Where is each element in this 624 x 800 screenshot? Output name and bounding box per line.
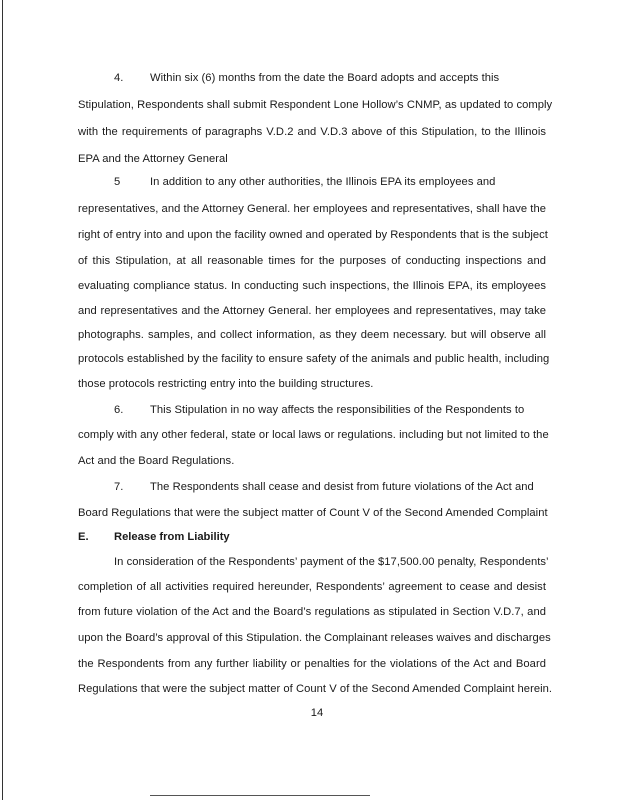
section-e-label: E. <box>78 531 89 543</box>
paragraph-5-line-3: right of entry into and upon the facility owned and operated by Respondents that is the subject <box>78 229 548 241</box>
release-line-4: upon the Board’s approval of this Stipulation. the Complainant releases waives and discharges <box>78 632 551 644</box>
paragraph-6-line-2: comply with any other federal, state or local laws or regulations. including but not limited to the <box>78 429 549 441</box>
paragraph-4-line-4: EPA and the Attorney General <box>78 153 228 165</box>
release-line-3: from future violation of the Act and the Board’s regulations as stipulated in Section V.D.7, and <box>78 606 546 618</box>
scan-artifact-line <box>150 795 370 796</box>
paragraph-5-line-2: representatives, and the Attorney General. her employees and representatives, shall have the <box>78 203 546 215</box>
section-e-title: Release from Liability <box>114 531 230 543</box>
paragraph-6-line-3: Act and the Board Regulations. <box>78 455 235 467</box>
paragraph-5-line-8: protocols established by the facility to ensure safety of the animals and public health, including <box>78 353 550 365</box>
paragraph-5-line-1: In addition to any other authorities, the Illinois EPA its employees and <box>150 176 496 188</box>
paragraph-5-line-6: and representatives and the Attorney General. her employees and representatives, may take <box>78 305 546 317</box>
paragraph-7-number: 7. <box>114 481 124 493</box>
paragraph-5-line-7: photographs. samples, and collect information, as they deem necessary. but will observe all <box>78 329 546 341</box>
release-line-5: the Respondents from any further liability or penalties for the violations of the Act and Board <box>78 658 546 670</box>
paragraph-6-line-1: This Stipulation in no way affects the responsibilities of the Respondents to <box>150 404 525 416</box>
paragraph-4-line-3: with the requirements of paragraphs V.D.2 and V.D.3 above of this Stipulation, to the Illinois <box>78 126 546 138</box>
paragraph-6-number: 6. <box>114 404 124 416</box>
paragraph-7-line-1: The Respondents shall cease and desist from future violations of the Act and <box>150 481 534 493</box>
page-number: 14 <box>310 707 324 719</box>
scan-edge-line <box>2 0 3 800</box>
paragraph-5-line-5: evaluating compliance status. In conducting such inspections, the Illinois EPA, its employees <box>78 280 546 292</box>
paragraph-5-number: 5 <box>114 176 121 188</box>
paragraph-4-number: 4. <box>114 72 124 84</box>
release-line-6: Regulations that were the subject matter of Count V of the Second Amended Complaint herein. <box>78 683 553 695</box>
release-line-2: completion of all activities required hereunder, Respondents’ agreement to cease and desist <box>78 581 546 593</box>
paragraph-4-line-1: Within six (6) months from the date the Board adopts and accepts this <box>150 72 500 84</box>
paragraph-7-line-2: Board Regulations that were the subject matter of Count V of the Second Amended Complaint <box>78 507 548 519</box>
paragraph-5-line-9: those protocols restricting entry into the building structures. <box>78 378 374 390</box>
paragraph-5-line-4: of this Stipulation, at all reasonable times for the purposes of conducting inspections and <box>78 255 546 267</box>
paragraph-4-line-2: Stipulation, Respondents shall submit Respondent Lone Hollow’s CNMP, as updated to comply <box>78 99 553 111</box>
release-line-1: In consideration of the Respondents’ payment of the $17,500.00 penalty, Respondents’ <box>114 556 549 568</box>
